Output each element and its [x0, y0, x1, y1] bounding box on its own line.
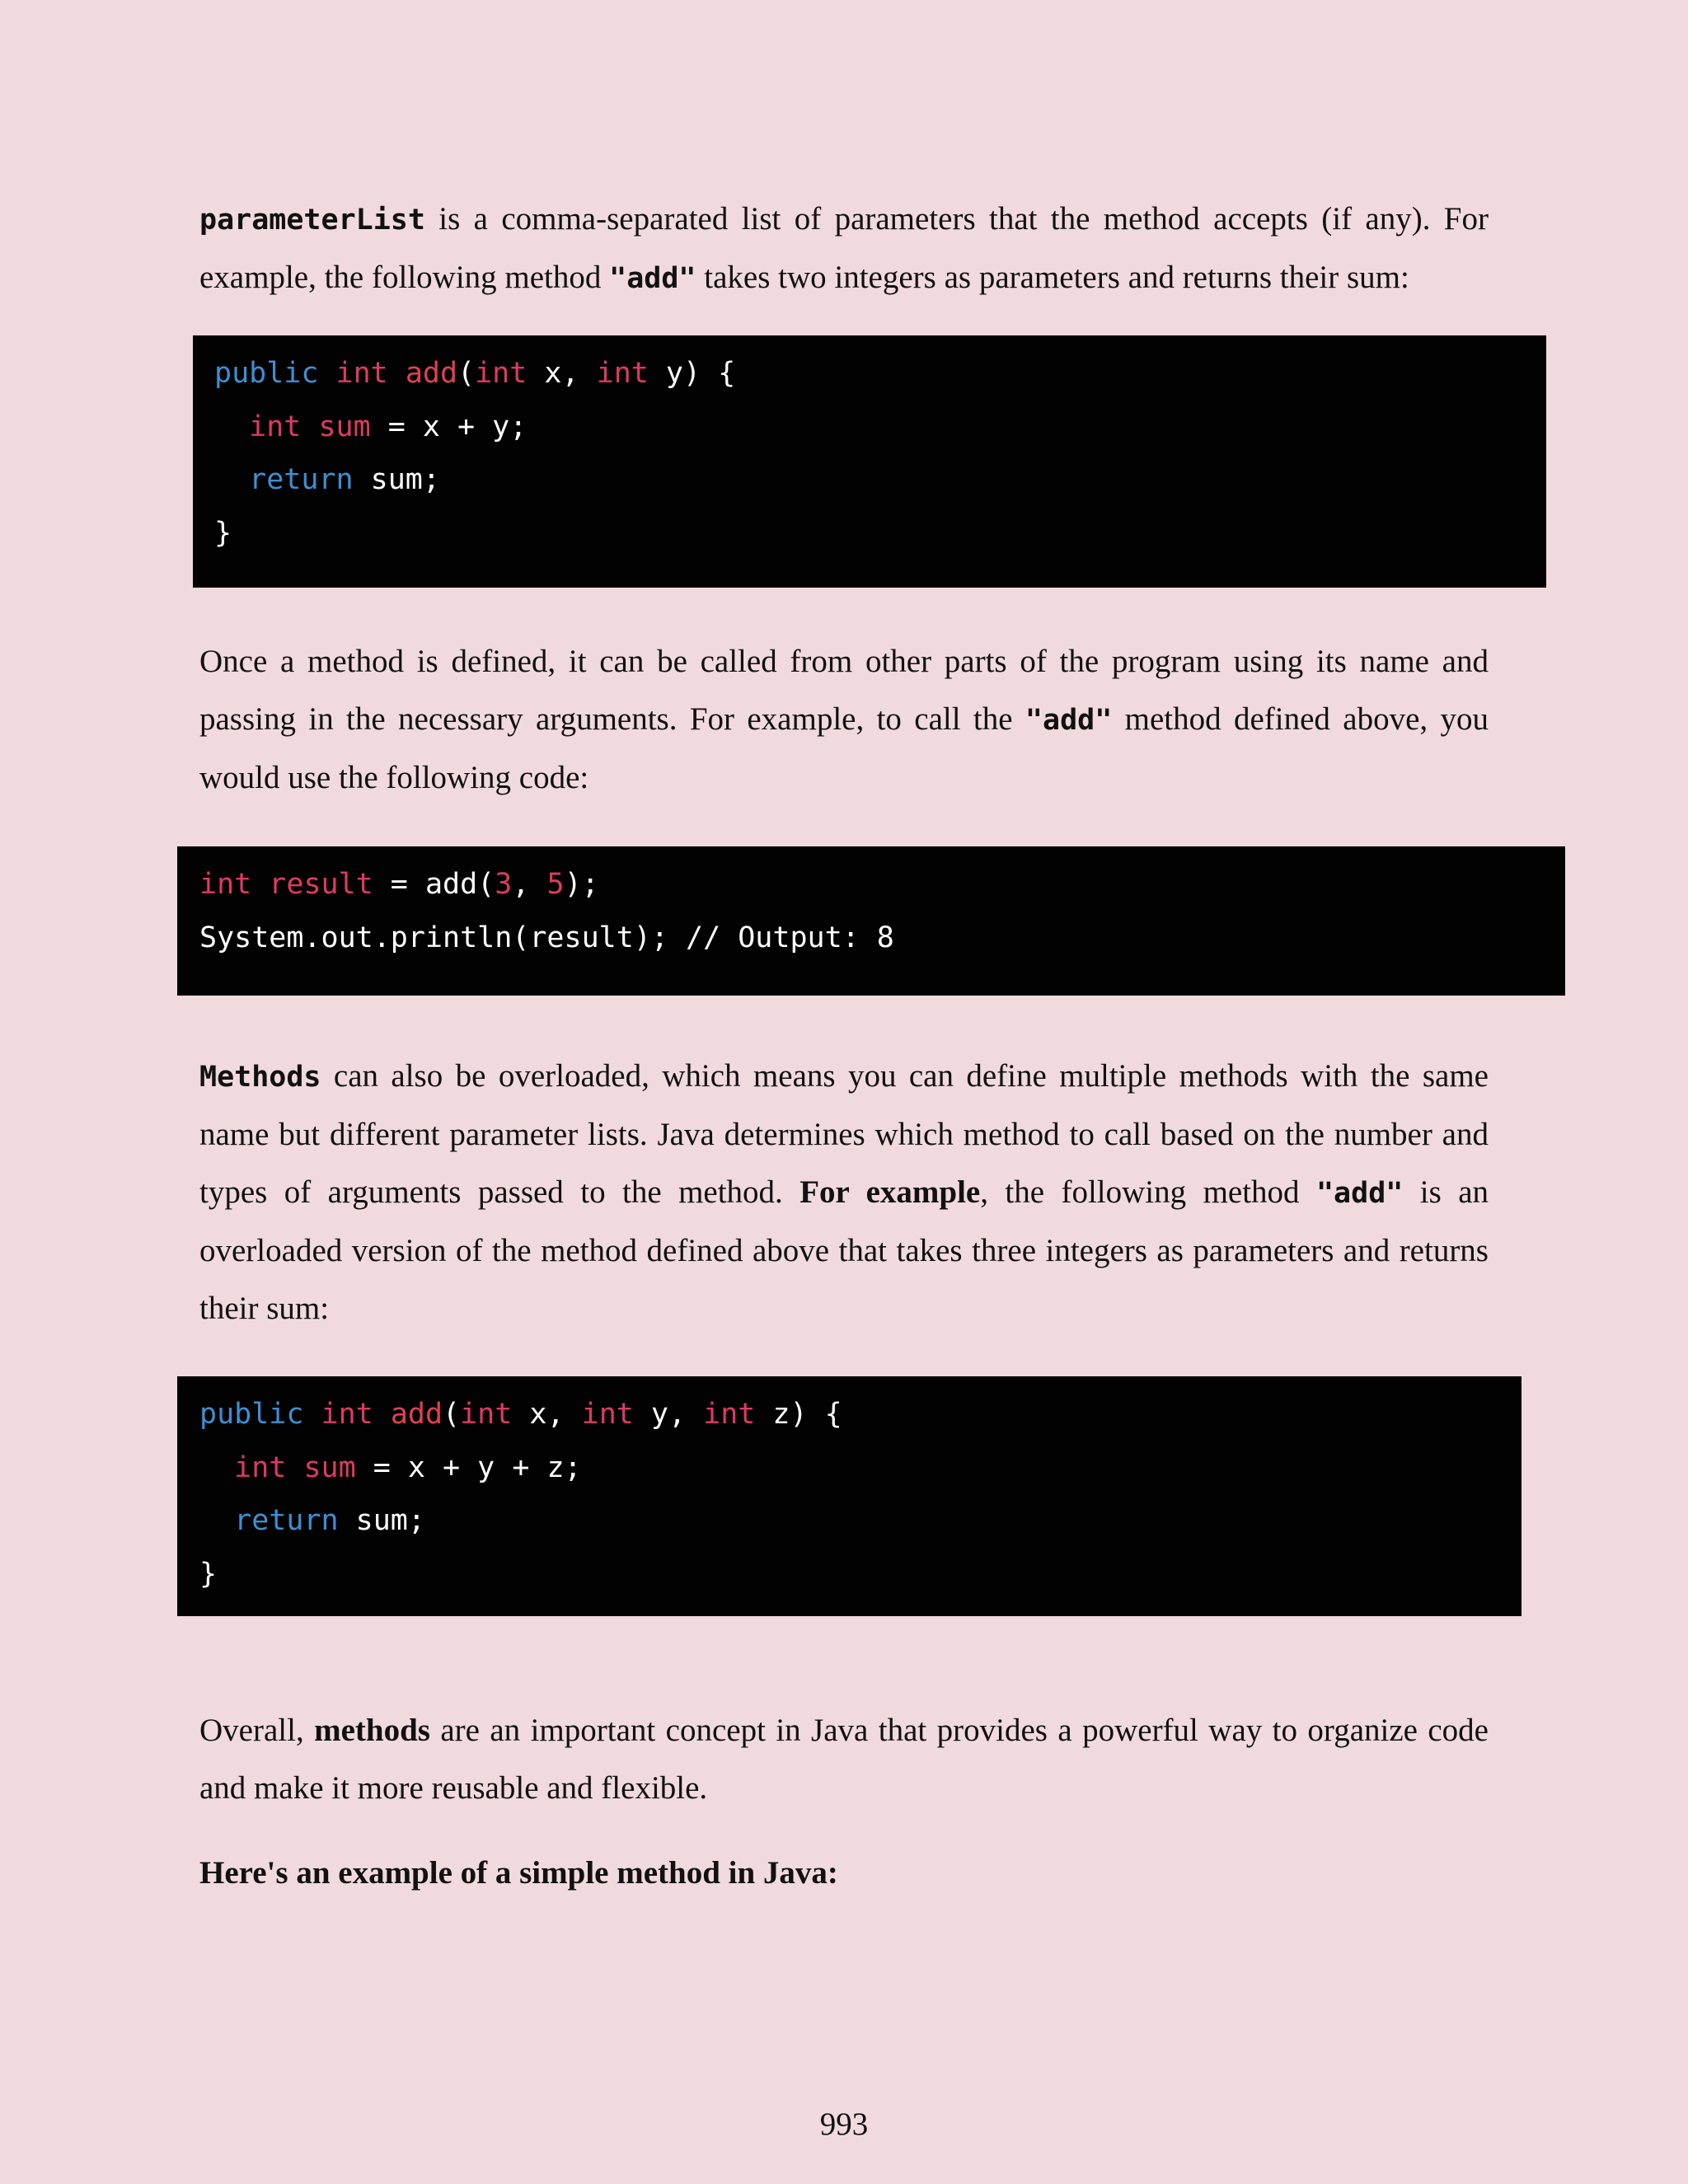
text: takes two integers as parameters and returns their sum: [696, 260, 1409, 295]
code-line [214, 453, 1546, 507]
page-number: 993 [819, 2107, 869, 2142]
type: int [199, 868, 252, 901]
type: int [249, 410, 302, 443]
code-line [199, 1494, 1522, 1548]
text: is a comma-separated list of parameters that the method accepts (if any). For example, the following method [199, 201, 1489, 295]
code-text: sum; [353, 463, 440, 496]
keyword: public [214, 357, 319, 390]
code-line [214, 347, 1546, 401]
text: , the following method [980, 1174, 1316, 1210]
variable: sum [318, 410, 371, 443]
text: can also be overloaded, which means you can define multiple methods with the same name but different parameter lists. Java determines which method to call based on the number and types of arguments passed to the method. [199, 1058, 1489, 1210]
code-block-add-three [177, 1376, 1522, 1616]
type: int [581, 1398, 634, 1431]
code-term: "add" [1025, 704, 1113, 737]
code-block-add-two [193, 335, 1546, 588]
code-text: sum; [338, 1504, 425, 1537]
text: is an overloaded version of the method defined above that takes three integers as parameters and returns their sum: [199, 1174, 1489, 1326]
variable: sum [303, 1451, 356, 1484]
keyword: public [199, 1398, 304, 1431]
text: Once a method is defined, it can be called from other parts of the program using its name and passing in the necessary arguments. For example, to call the [199, 644, 1489, 737]
number-literal: 5 [546, 868, 565, 901]
paragraph-calling-method [199, 633, 1489, 807]
paragraph-overloading [199, 1047, 1489, 1338]
code-term: "add" [609, 262, 696, 295]
code-text: = add( [373, 868, 495, 901]
code-text: y, [633, 1398, 704, 1431]
code-term: parameterList [199, 204, 425, 237]
code-text: ); [564, 868, 599, 901]
code-text: = x + y + z; [355, 1451, 582, 1484]
type: int [335, 357, 388, 390]
type: int [475, 357, 528, 390]
code-text: y) { [648, 357, 736, 390]
type: int [321, 1398, 373, 1431]
bold-text: methods [314, 1713, 430, 1748]
paragraph-parameter-list [199, 190, 1489, 307]
text: method defined above, you would use the following code: [199, 701, 1489, 795]
code-line: } [199, 1557, 218, 1591]
text: Overall, [199, 1713, 315, 1748]
number-literal: 3 [495, 868, 513, 901]
keyword: return [234, 1504, 339, 1537]
code-text: ( [443, 1398, 461, 1431]
type: int [460, 1398, 513, 1431]
type: int [703, 1398, 756, 1431]
section-heading: Here's an example of a simple method in Java: [199, 1855, 838, 1891]
code-line: System.out.println(result); // Output: 8 [199, 921, 894, 954]
variable: result [269, 868, 373, 901]
code-line [214, 401, 1546, 454]
code-line [199, 858, 1565, 912]
function-name: add [405, 357, 458, 390]
code-line [199, 1441, 1522, 1495]
code-line: } [214, 516, 232, 550]
paragraph-overall [199, 1702, 1489, 1817]
code-text: z) { [755, 1398, 842, 1431]
code-text: = x + y; [370, 410, 528, 443]
bold-text: For example [799, 1174, 981, 1210]
code-term: "add" [1315, 1177, 1404, 1210]
keyword: return [249, 463, 354, 496]
code-text: ( [457, 357, 476, 390]
type: int [234, 1451, 287, 1484]
function-name: add [390, 1398, 443, 1431]
code-text: x, [527, 357, 597, 390]
code-line [199, 1388, 1522, 1441]
code-block-call-add [177, 846, 1565, 996]
code-text: , [512, 868, 547, 901]
code-term: Methods [199, 1061, 321, 1094]
text: are an important concept in Java that provides a powerful way to organize code and make it more reusable and flexible. [199, 1713, 1489, 1806]
type: int [596, 357, 649, 390]
code-text: x, [512, 1398, 582, 1431]
